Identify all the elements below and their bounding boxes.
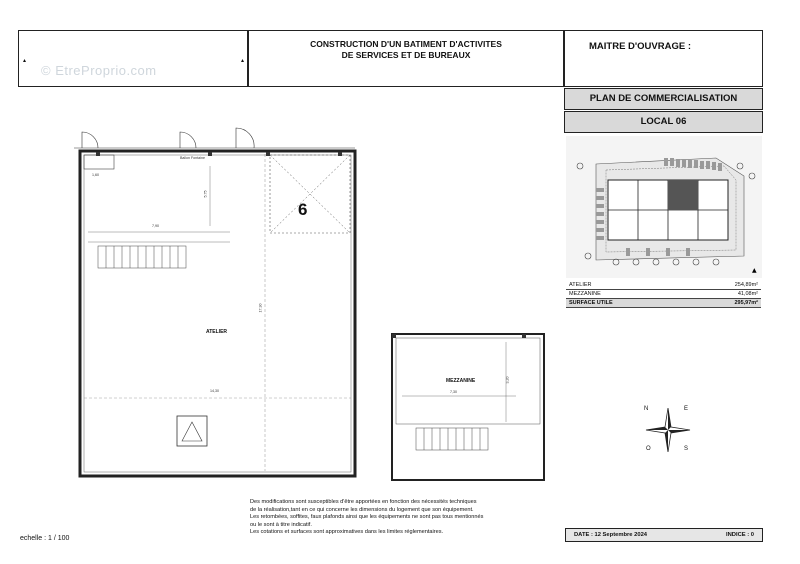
- note-line: Les cotations et surfaces sont approximatives dans les limites réglementaires.: [250, 529, 444, 536]
- note-line: Les retombées, soffites, faux plafonds ainsi que les équipements ne sont pas tous mentionnés: [250, 514, 484, 521]
- marker-icon: ▴: [23, 58, 27, 64]
- local-band: LOCAL 06: [564, 111, 763, 133]
- svg-text:▲: ▲: [752, 267, 757, 274]
- area-label: ATELIER: [569, 282, 592, 288]
- dim-small: 1,60: [92, 173, 99, 177]
- compass-south: S: [684, 446, 689, 452]
- compass-rose: [640, 402, 696, 458]
- dim-height: 17,30: [258, 303, 263, 313]
- watermark: © EtreProprio.com: [41, 63, 157, 78]
- project-title: [248, 30, 564, 87]
- atelier-label: ATELIER: [206, 329, 228, 335]
- area-value: 41,08m²: [737, 291, 758, 297]
- date-label: DATE : 12 Septembre 2024: [574, 532, 648, 538]
- dim-mezz-width: 7,30: [450, 390, 457, 394]
- boiler-label: Ballon Fontaine: [180, 156, 205, 160]
- header-logo-cell: [18, 30, 248, 87]
- compass-west: O: [646, 446, 651, 452]
- owner-label: MAITRE D'OUVRAGE :: [564, 30, 763, 87]
- atelier-floor-plan: [70, 126, 370, 482]
- dim-room: 5,75: [203, 190, 208, 198]
- note-line: de la réalisation,tant en ce qui concerne les dimensions du logement que son équipement.: [250, 506, 474, 513]
- dim-width: 7,90: [152, 224, 159, 228]
- area-label: MEZZANINE: [569, 291, 601, 297]
- area-value: 254,89m²: [734, 282, 758, 288]
- marker-icon: ▴: [241, 58, 245, 64]
- compass-east: E: [684, 406, 689, 412]
- dim-length: 14,30: [210, 389, 219, 393]
- area-table: [566, 281, 761, 308]
- date-index-box: [565, 528, 763, 542]
- unit-number: 6: [298, 200, 308, 219]
- area-value: 295,97m²: [734, 300, 758, 306]
- mezzanine-label: MEZZANINE: [446, 378, 476, 384]
- note-line: Des modifications sont susceptibles d'être apportées en fonction des nécessités techniques: [250, 499, 477, 505]
- mezzanine-floor-plan: [388, 332, 548, 484]
- area-row-mezzanine: [566, 290, 761, 299]
- disclaimer-notes: [250, 499, 550, 537]
- note-line: ou le sont à titre indicatif.: [250, 521, 312, 528]
- scale-label: echelle : 1 / 100: [20, 535, 70, 542]
- compass-north: N: [644, 406, 649, 412]
- area-row-total: [566, 299, 761, 308]
- commercialisation-band: PLAN DE COMMERCIALISATION: [564, 88, 763, 110]
- project-title-line1: CONSTRUCTION D'UN BATIMENT D'ACTIVITES: [310, 39, 502, 49]
- site-plan-thumbnail: [566, 136, 762, 278]
- area-label: SURFACE UTILE: [569, 300, 613, 306]
- project-title-line2: DE SERVICES ET DE BUREAUX: [341, 50, 471, 60]
- dim-mezz-height: 3,20: [505, 376, 510, 384]
- area-row-atelier: [566, 281, 761, 290]
- index-label: INDICE : 0: [725, 532, 754, 538]
